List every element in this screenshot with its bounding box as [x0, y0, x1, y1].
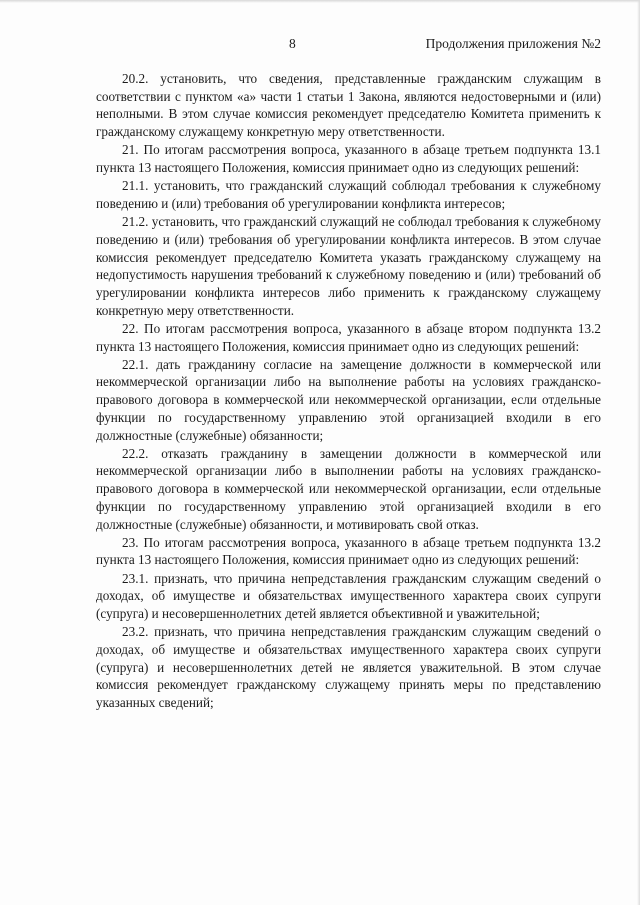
paragraph-23: 23. По итогам рассмотрения вопроса, указанного в абзаце третьем подпункта 13.2 пункта 13 настоящего Положения, комиссия принимает одно из следующих решений: [96, 534, 601, 568]
paragraph-21-2: 21.2. установить, что гражданский служащий не соблюдал требования к служебному поведению и (или) требования об урегулировании конфликта интересов. В этом случае комиссия рекомендует председателю Комитета указать гражданскому служащему на недопустимость нарушения требований к служебному поведению и (или) требований об урегулировании конфликта интересов либо применить к гражданскому служащему конкретную меру ответственности. [96, 214, 601, 318]
page-number: 8 [289, 36, 296, 51]
paragraph-22: 22. По итогам рассмотрения вопроса, указанного в абзаце втором подпункта 13.2 пункта 13 настоящего Положения, комиссия принимает одно из следующих решений: [96, 320, 601, 354]
document-body [96, 70, 601, 712]
paragraph-22-1: 22.1. дать гражданину согласие на замещение должности в коммерческой или некоммерческой организации либо на выполнение работы на условиях гражданско-правового договора в коммерческой или некоммерческой организации, если отдельные функции по государственному управлению этой организацией входили в его должностные (служебные) обязанности; [96, 356, 601, 443]
paragraph-23-2: 23.2. признать, что причина непредставления гражданским служащим сведений о доходах, об имуществе и обязательствах имущественного характера своих супруги (супруга) и несовершеннолетних детей не является уважительной. В этом случае комиссия рекомендует гражданскому служащему принять меры по представлению указанных сведений; [96, 624, 601, 711]
paragraph-21-1: 21.1. установить, что гражданский служащий соблюдал требования к служебному поведению и (или) требования об урегулировании конфликта интересов; [96, 178, 601, 211]
scan-edge [0, 0, 640, 3]
header-note: Продолжения приложения №2 [425, 36, 601, 51]
page-header [96, 36, 601, 56]
paragraph-20-2: 20.2. установить, что сведения, представленные гражданским служащим в соответствии с пунктом «а» части 1 статьи 1 Закона, являются недостоверными и (или) неполными. В этом случае комиссия рекомендует председателю Комитета применить к гражданскому служащему конкретную меру ответственности. [96, 71, 601, 140]
paragraph-21: 21. По итогам рассмотрения вопроса, указанного в абзаце третьем подпункта 13.1 пункта 13 настоящего Положения, комиссия принимает одно из следующих решений: [96, 142, 601, 176]
paragraph-23-1: 23.1. признать, что причина непредставления гражданским служащим сведений о доходах, об имуществе и обязательствах имущественного характера своих супруги (супруга) и несовершеннолетних детей является объективной и уважительной; [96, 570, 601, 622]
paragraph-22-2: 22.2. отказать гражданину в замещении должности в коммерческой или некоммерческой организации либо в выполнении работы на условиях гражданско-правового договора в коммерческой или некоммерческой организации, если отдельные функции по государственному управлению этой организацией входили в его должностные (служебные) обязанности, и мотивировать свой отказ. [96, 445, 601, 532]
